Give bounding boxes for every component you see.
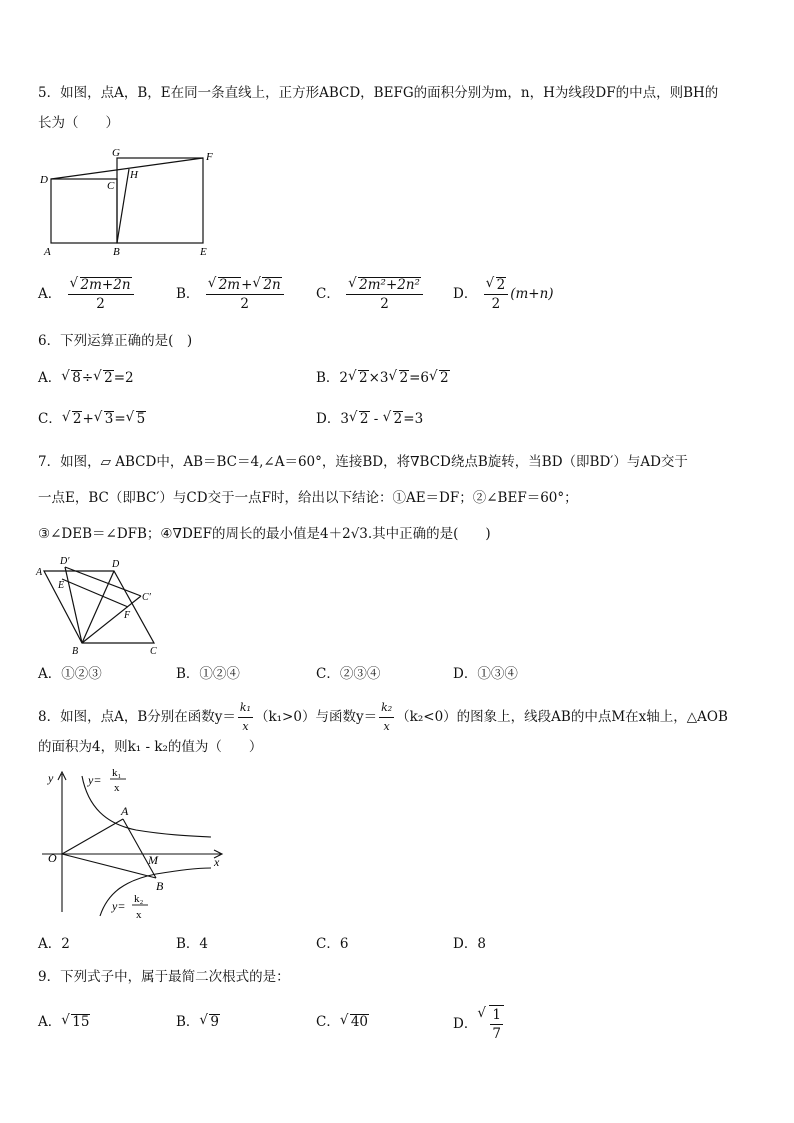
- q5-label-a: A: [44, 246, 51, 258]
- q8-option-d[interactable]: D．8: [453, 936, 486, 952]
- q7-option-b[interactable]: B．①②④: [176, 666, 240, 682]
- q8-curve1-prefix: y=: [88, 773, 102, 787]
- q8-label-y: y: [48, 771, 54, 785]
- q5-label-h: H: [130, 169, 138, 181]
- q9-stem: 9．下列式子中，属于最简二次根式的是：: [38, 969, 290, 985]
- q8-curve1-den: x: [114, 782, 120, 794]
- q7-option-a[interactable]: A．①②③: [38, 666, 102, 682]
- q6-stem: 6．下列运算正确的是( ): [38, 333, 193, 349]
- q9-option-b[interactable]: B．√ 9: [176, 1012, 220, 1032]
- q6-option-c[interactable]: C．√ 2+√ 3=√ 5: [38, 409, 146, 429]
- q7-label-cprime: C′: [142, 592, 151, 603]
- q7-label-f: F: [124, 610, 131, 621]
- q5-option-d[interactable]: D． √ $\frac{2}{2}$ (m+n): [453, 276, 554, 313]
- q5-label-c: C: [107, 180, 115, 192]
- q8-curve2-num: k₂: [134, 893, 144, 905]
- q7-figure: [34, 553, 174, 662]
- q9-option-c[interactable]: C．√ 40: [316, 1012, 369, 1032]
- fraction: √ $\frac{2}{2}$: [484, 276, 509, 313]
- fraction: √ $\frac{\text{2m²+2n²}}{2}$: [346, 276, 423, 313]
- q7-label-d: D: [112, 559, 120, 570]
- q5-label-b: B: [113, 246, 120, 258]
- q8-label-a: A: [121, 804, 129, 818]
- q7-label-dprime: D′: [60, 556, 70, 567]
- q5-option-c[interactable]: [316, 276, 425, 313]
- q8-curve1-num: k₁: [112, 767, 122, 779]
- q8-curve2-den: x: [136, 909, 142, 921]
- q5-label-f: F: [206, 151, 213, 163]
- option-label: C．: [316, 286, 340, 302]
- q8-label-x: x: [214, 855, 220, 869]
- q5-label-e: E: [200, 246, 207, 258]
- q7-label-b: B: [72, 646, 79, 657]
- q7-option-c[interactable]: C．②③④: [316, 666, 381, 682]
- q8-stem-line1: 8．如图，点A，B分别在函数y＝ $\frac{\text{k₁}}{x}$ （k₁>0）与函数y＝ $\frac{\text{k₂}}{x}$ （k₂<0）的图象上，线段AB的中点M在x轴上，△AOB: [38, 701, 728, 733]
- q5-option-a[interactable]: [38, 276, 136, 313]
- option-label: A．: [38, 286, 62, 302]
- q5-figure: [36, 145, 226, 264]
- q9-option-a[interactable]: A．√ 15: [38, 1012, 90, 1032]
- fraction: √ $\frac{2m+√ 2n}{2}$: [206, 276, 284, 313]
- q7-stem-line3: ③∠DEB＝∠DFB；④∇DEF的周长的最小值是4＋2√3.其中正确的是( ): [38, 526, 491, 542]
- q5-stem-line2: 长为（ ）: [38, 115, 119, 131]
- q8-figure: [36, 762, 236, 926]
- q5-label-d: D: [40, 174, 48, 186]
- q8-option-b[interactable]: B．4: [176, 936, 209, 952]
- q8-curve2-prefix: y=: [112, 899, 126, 913]
- q5-label-g: G: [112, 147, 120, 159]
- option-label: D．: [453, 286, 478, 302]
- q7-label-a: A: [36, 567, 43, 578]
- q7-stem-line1: 7．如图，▱ ABCD中，AB＝BC＝4,∠A＝60°，连接BD，将∇BCD绕点B旋转，当BD（即BD′）与AD交于: [38, 454, 688, 470]
- q8-option-c[interactable]: C．6: [316, 936, 349, 952]
- q8-label-m: M: [148, 853, 158, 867]
- q7-option-d[interactable]: D．①③④: [453, 666, 518, 682]
- q5-option-b[interactable]: [176, 276, 286, 313]
- q7-label-c: C: [150, 646, 157, 657]
- q7-stem-line2: 一点E，BC（即BC′）与CD交于一点F时，给出以下结论：①AE＝DF；②∠BEF＝60°；: [38, 490, 578, 506]
- option-label: B．: [176, 286, 200, 302]
- q8-label-o: O: [48, 851, 57, 865]
- q6-option-d[interactable]: D．3√ 2 - √ 2=3: [316, 409, 423, 429]
- q7-label-e: E: [58, 580, 65, 591]
- q8-option-a[interactable]: A．2: [38, 936, 70, 952]
- fraction: √ $\frac{2m+2n}{2}$: [68, 276, 134, 313]
- q8-label-b: B: [156, 879, 164, 893]
- q8-stem-line2: 的面积为4，则k₁ - k₂的值为（ ）: [38, 739, 263, 755]
- q6-option-a[interactable]: A．√ 8÷√ 2=2: [38, 368, 134, 388]
- q5-stem-line1: 5．如图，点A，B，E在同一条直线上，正方形ABCD，BEFG的面积分别为m，n，H为线段DF的中点，则BH的: [38, 85, 719, 101]
- q6-option-b[interactable]: B．2√ 2×3√ 2=6√ 2: [316, 368, 450, 388]
- q9-option-d[interactable]: D． √ $\frac{1}{7}$: [453, 1005, 504, 1043]
